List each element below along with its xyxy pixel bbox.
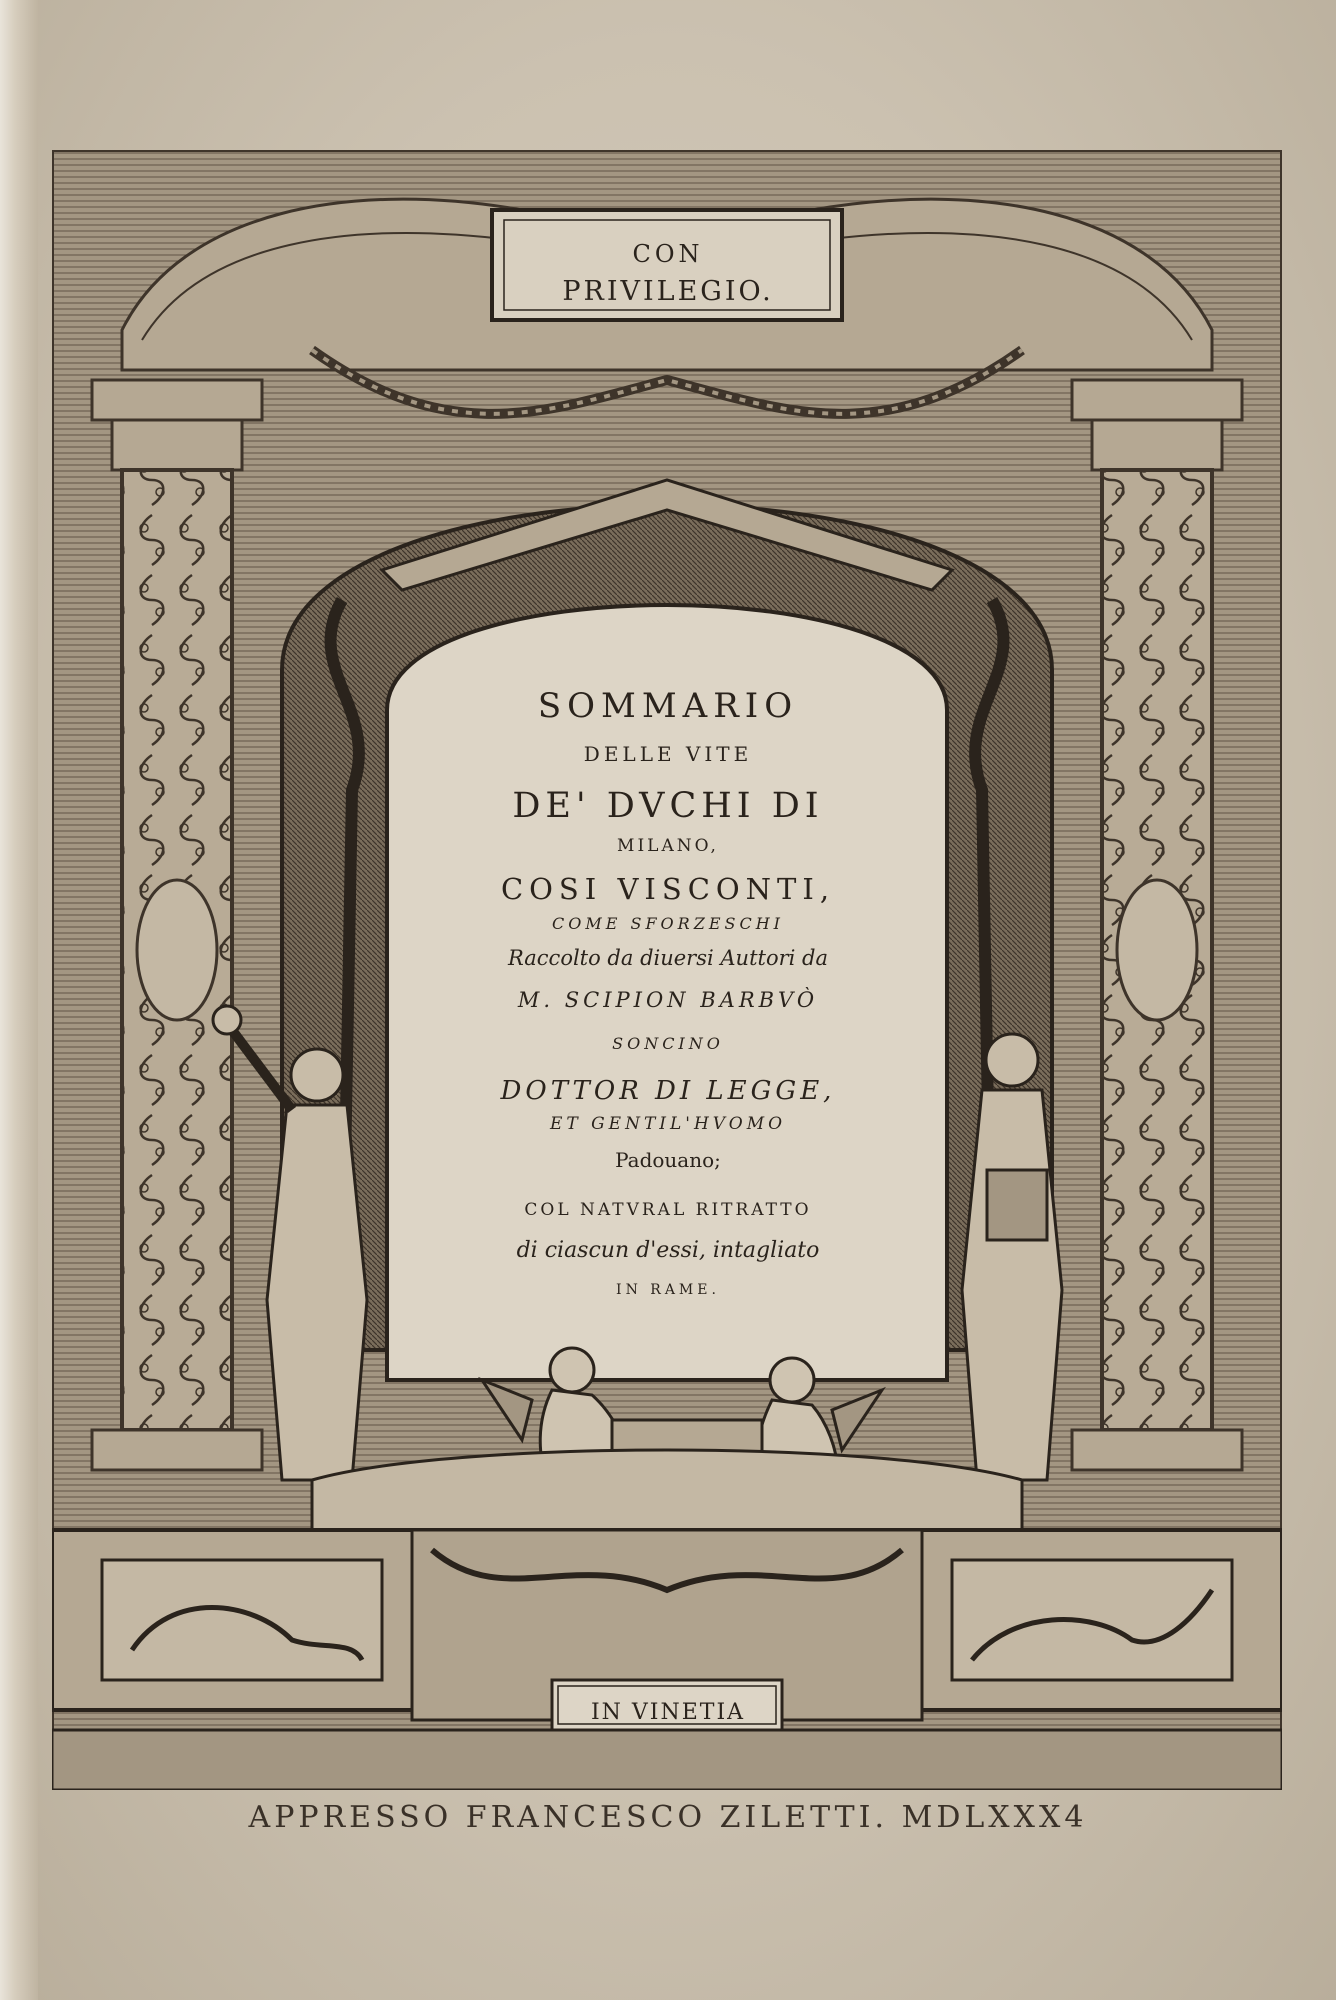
title-line: ET GENTIL'HVOMO (549, 1114, 787, 1134)
title-line: COME SFORZESCHI (551, 914, 784, 933)
cartouche-line-2: PRIVILEGIO. (562, 276, 774, 307)
title-line: MILANO, (617, 836, 719, 856)
title-line: COL NATVRAL RITRATTO (524, 1200, 812, 1220)
title-line: COSI VISCONTI, (500, 872, 836, 906)
cartouche-line-1: CON (632, 240, 704, 268)
imprint-line: APPRESSO FRANCESCO ZILETTI. MDLXXX4 (248, 1800, 1088, 1835)
title-line: di ciascun d'essi, intagliato (516, 1238, 820, 1263)
title-line: IN RAME. (616, 1282, 720, 1298)
title-line: DE' DVCHI DI (512, 786, 824, 826)
place-plaque: IN VINETIA (590, 1700, 746, 1725)
title-line: Padouano; (615, 1148, 721, 1172)
title-line: SONCINO (612, 1034, 724, 1053)
title-line: DELLE VITE (583, 742, 753, 766)
author-name: M. SCIPION BARBVÒ (517, 988, 819, 1012)
title-line: DOTTOR DI LEGGE, (500, 1076, 836, 1106)
title-line: Raccolto da diuersi Auttori da (507, 946, 828, 970)
title-line: SOMMARIO (537, 686, 799, 726)
